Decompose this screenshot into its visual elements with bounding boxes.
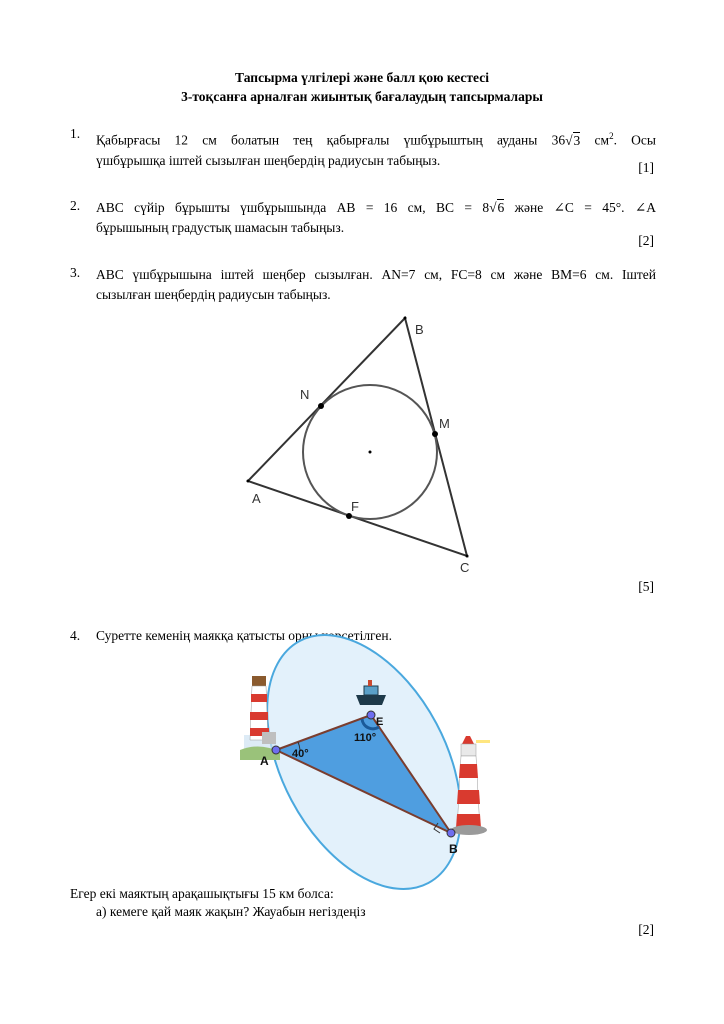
- point-e: [367, 711, 375, 719]
- question-1-score: [1]: [638, 160, 654, 175]
- question-4-number: 4.: [70, 628, 81, 643]
- question-4-subquestion-a: а) кемеге қай маяк жақын? Жауабын негіздеңіз: [96, 904, 366, 919]
- document-title: Тапсырма үлгілері және балл қою кестесі: [235, 70, 489, 85]
- label-f: F: [351, 499, 359, 514]
- question-4-condition: Егер екі маяктың арақашықтығы 15 км болса:: [70, 886, 334, 901]
- label-n: N: [300, 387, 310, 402]
- label-c: C: [460, 560, 470, 575]
- label-a: A: [252, 491, 261, 506]
- label-a: A: [260, 754, 269, 768]
- label-b: B: [415, 322, 424, 337]
- label-b: B: [449, 842, 458, 856]
- question-1-number: 1.: [70, 126, 81, 141]
- label-e: E: [376, 716, 384, 728]
- question-4-score: [2]: [638, 922, 654, 937]
- document-subtitle: 3-тоқсанға арналған жиынтық бағалаудың тапсырмалары: [181, 89, 543, 104]
- question-3-score: [5]: [638, 579, 654, 594]
- question-3-number: 3.: [70, 265, 81, 280]
- angle-e-label: 110°: [354, 732, 377, 744]
- question-3-line-1: ABC үшбұрышына іштей шеңбер сызылған. AN=7 см, FC=8 см және BM=6 см. Іштей: [96, 267, 656, 282]
- question-2-score: [2]: [638, 233, 654, 248]
- question-4-text: Суретте кеменің маякқа қатысты орны көрсетілген.: [96, 628, 393, 643]
- question-2-number: 2.: [70, 198, 81, 213]
- sqrt-sign: √3: [565, 132, 581, 148]
- question-1-line-2: үшбұрышқа іштей сызылған шеңбердің радиусын табыңыз.: [96, 152, 441, 168]
- angle-a-label: 40°: [292, 748, 309, 760]
- question-2-line-2: бұрышының градустық шамасын табыңыз.: [96, 220, 345, 235]
- point-b: [447, 829, 455, 837]
- question-3-line-2: сызылған шеңбердің радиусын табыңыз.: [96, 287, 331, 302]
- label-m: M: [439, 416, 450, 431]
- question-2-line-1: ABC сүйір бұрышты үшбұрышында AB = 16 см, BC = 8√6 және ∠C = 45°. ∠A: [96, 198, 656, 218]
- sqrt-sign: √6: [489, 200, 505, 215]
- point-a: [272, 746, 280, 754]
- question-1-line-1: Қабырғасы 12 см болатын тең қабырғалы үшбұрыштың ауданы 36√3 $см^2$. Осы: [96, 126, 656, 151]
